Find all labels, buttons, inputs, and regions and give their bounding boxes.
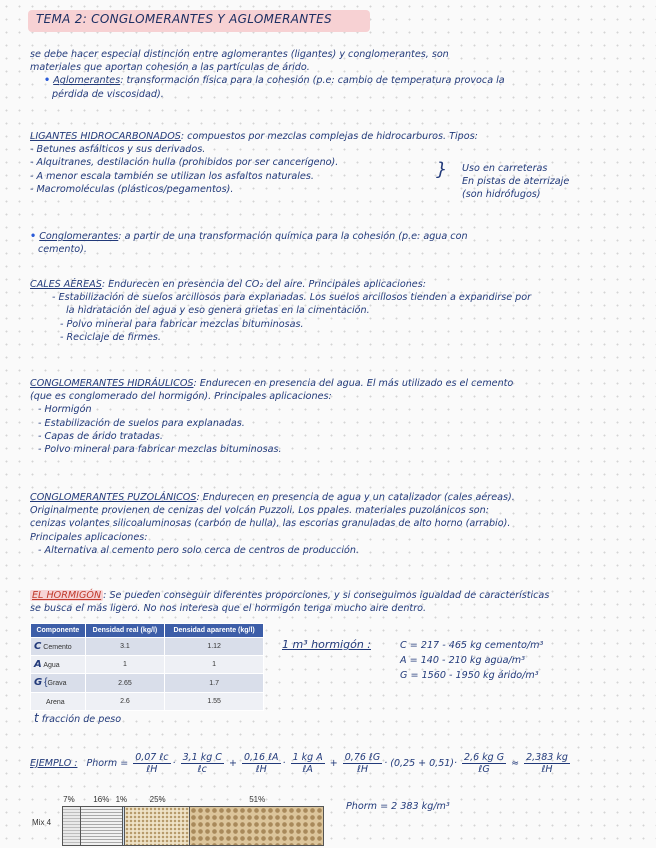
list-item: - Polvo mineral para fabricar mezclas bituminosas. xyxy=(38,444,282,456)
m3-values xyxy=(400,638,543,683)
mix-bar xyxy=(62,806,324,846)
conglomerantes-def xyxy=(30,230,636,256)
hormigon-heading: EL HORMIGÓN xyxy=(32,590,102,601)
ligantes-uses xyxy=(462,162,569,202)
m3-label-text: 1 m³ hormigón : xyxy=(282,638,371,651)
table-cell: 1.12 xyxy=(165,638,264,656)
ligantes-heading-line xyxy=(30,130,636,143)
table-row xyxy=(31,638,264,656)
cales-heading: CALES AÉREAS xyxy=(30,279,102,290)
list-item: - Estabilización de suelos arcillosos para explanadas. Los suelos arcillosos tienden a expandirse por xyxy=(52,292,532,304)
hormigon-heading-line xyxy=(30,589,636,602)
page-title: TEMA 2: CONGLOMERANTES Y AGLOMERANTES xyxy=(36,12,332,26)
numerator: 0,76 ℓG xyxy=(344,752,381,763)
numerator: 2,6 kg G xyxy=(464,752,505,763)
grain-sum: (0,25 + 0,51) xyxy=(390,758,454,769)
hidraulicos-text: : Endurecen en presencia del agua. El más utilizado es el cemento xyxy=(193,378,514,389)
list-item: - Polvo mineral para fabricar mezclas bituminosas. xyxy=(60,318,304,330)
bullet-dot-icon: • xyxy=(44,75,51,87)
hidraulicos-section xyxy=(30,377,636,456)
list-item: - Hormigón xyxy=(38,404,92,416)
table-row xyxy=(31,656,264,674)
ligantes-text: : compuestos por mezclas complejas de hidrocarburos. Tipos: xyxy=(180,131,478,142)
denominator: ℓH xyxy=(146,764,158,775)
table-cell xyxy=(31,692,86,710)
denominator: ℓH xyxy=(255,764,267,775)
brace-icon: } xyxy=(436,159,448,180)
puzolanicos-heading: CONGLOMERANTES PUZOLÁNICOS xyxy=(30,492,197,503)
mix-segment xyxy=(63,807,81,845)
m3-line: G = 1560 - 1950 kg árido/m³ xyxy=(400,670,539,681)
puzolanicos-text: : Endurecen en presencia de agua y un catalizador (cales aéreas). xyxy=(196,492,515,503)
intro-line-2: materiales que aportan cohesión a las partículas de árido. xyxy=(30,62,310,74)
table-footnote xyxy=(34,712,121,726)
table-header: Densidad aparente (kg/l) xyxy=(165,624,264,638)
hormigon-text: : Se pueden conseguir diferentes proporciones, y si conseguimos igualdad de características xyxy=(103,590,550,601)
aglomerantes-line-2: pérdida de viscosidad). xyxy=(52,88,164,100)
list-item: - Capas de árido tratadas. xyxy=(38,430,163,442)
table-cell: 1 xyxy=(165,656,264,674)
numerator: 0,07 ℓc xyxy=(135,752,169,763)
denominator: ℓH xyxy=(356,764,369,775)
cales-text: : Endurecen en presencia del CO₂ del aire. Principales aplicaciones: xyxy=(101,279,426,290)
table-cell xyxy=(31,674,86,692)
numerator: 3,1 kg C xyxy=(182,752,222,763)
fraction xyxy=(462,752,506,775)
ejemplo-equation: EJEMPLO : Phorm = $\frac{\text{0,07 ℓc}}{\text{ℓH}}$ · $\frac{\text{3,1 kg C}}{\text{ℓc}}$ + $\frac{\text{0,16 ℓA}}{\text{ℓH}}$ · $\frac{\text{1 kg A}}{\text{ℓA}}$ + $\frac{\text{0,76 ℓG}}{\text{ℓH}}$ · (0,25 + 0,51)· $\frac{\text{2,6 kg G}}{\text{ℓG}}$ ≈ $\frac{2,383 kg}{\text{ℓH}}$ xyxy=(30,752,568,775)
density-table xyxy=(30,623,264,711)
m3-line: C = 217 - 465 kg cemento/m³ xyxy=(400,640,544,651)
denominator: ℓH xyxy=(541,764,553,775)
list-item: - Betunes asfálticos y sus derivados. xyxy=(30,144,206,156)
ligantes-heading: LIGANTES HIDROCARBONADOS xyxy=(30,131,181,142)
fraction xyxy=(343,752,382,775)
list-item: - Alternativa al cemento pero solo cerca de centros de producción. xyxy=(38,544,360,556)
table-row xyxy=(31,674,264,692)
component-name: Agua xyxy=(43,662,60,670)
numerator: 1 kg A xyxy=(292,752,323,763)
table-header: Densidad real (kg/l) xyxy=(85,624,165,638)
component-name: Grava xyxy=(47,680,67,688)
fraction xyxy=(181,752,224,775)
fraction xyxy=(524,752,570,775)
mix-segment xyxy=(125,807,190,845)
denominator: ℓG xyxy=(478,764,490,775)
table-row xyxy=(31,692,264,710)
conglomerantes-line-2: cemento). xyxy=(38,244,87,256)
footnote-symbol: t xyxy=(34,711,39,725)
intro-line-1: se debe hacer especial distinción entre aglomerantes (ligantes) y conglomerantes, son xyxy=(30,49,449,60)
equation-lhs: Phorm = xyxy=(86,758,129,769)
list-item: la hidratación del agua y eso genera grietas en la cimentación. xyxy=(66,305,370,317)
table-cell: 1 xyxy=(85,656,165,674)
m3-label xyxy=(282,638,371,651)
row-prefix: A xyxy=(34,659,42,671)
numerator: 2,383 kg xyxy=(526,752,568,763)
mix-label: Mix 4 xyxy=(32,818,52,827)
table-cell: 2.6 xyxy=(85,692,165,710)
hormigon-section xyxy=(30,589,636,615)
fraction xyxy=(133,752,170,775)
fraction xyxy=(242,752,281,775)
plus-sign: + xyxy=(329,758,338,769)
mix-percent-label: 1% xyxy=(115,795,128,804)
aglomerantes-term: Aglomerantes xyxy=(53,75,121,87)
use-item: Uso en carreteras xyxy=(462,163,548,174)
table-cell: 1.7 xyxy=(165,674,264,692)
plus-sign: + xyxy=(228,758,237,769)
use-item: (son hidrófugos) xyxy=(462,189,541,201)
list-item: - Reciclaje de firmes. xyxy=(60,331,161,343)
puzolanicos-line: Originalmente provienen de cenizas del volcán Puzzoli. Los ppales. materiales puzolánicos son: xyxy=(30,505,489,517)
puzolanicos-section xyxy=(30,491,636,557)
mix-percent-label: 7% xyxy=(63,795,75,804)
numerator: 0,16 ℓA xyxy=(243,752,279,763)
list-item: - Macromoléculas (plásticos/pegamentos). xyxy=(30,183,234,195)
footnote-text: fracción de peso xyxy=(41,714,122,725)
list-item: - Estabilización de suelos para explanadas. xyxy=(38,417,245,429)
component-name: Arena xyxy=(46,698,65,706)
use-item: En pistas de aterrizaje xyxy=(462,176,570,188)
intro-paragraph xyxy=(30,48,636,101)
list-item: - Alquitranes, destilación hulla (prohibidos por ser cancerígeno). xyxy=(30,157,339,169)
brace-icon: { xyxy=(44,677,48,689)
denominator: ℓA xyxy=(302,764,313,775)
aglomerantes-text: : transformación física para la cohesión (p.e: cambio de temperatura provoca la xyxy=(120,75,505,87)
table-cell: 2.65 xyxy=(85,674,165,692)
table-cell xyxy=(31,638,86,656)
puzolanicos-line: Principales aplicaciones: xyxy=(30,531,148,543)
hidraulicos-line-2: (que es conglomerado del hormigón). Principales aplicaciones: xyxy=(30,391,332,403)
conglomerantes-term: Conglomerantes xyxy=(39,231,119,242)
hormigon-line-2: se busca el más ligero. No nos interesa que el hormigón tenga mucho aire dentro. xyxy=(30,603,427,615)
aglomerantes-def xyxy=(30,74,636,87)
approx-sign: ≈ xyxy=(511,758,520,769)
row-prefix: G xyxy=(34,677,43,689)
conglomerantes-line xyxy=(30,230,636,243)
list-item: - A menor escala también se utilizan los asfaltos naturales. xyxy=(30,170,314,182)
fraction xyxy=(291,752,325,775)
mix-segment xyxy=(190,807,323,845)
mix-percent-label: 25% xyxy=(149,795,166,804)
row-prefix: C xyxy=(34,641,42,652)
table-cell: 3.1 xyxy=(85,638,165,656)
puzolanicos-heading-line xyxy=(30,491,636,504)
bullet-dot-icon: • xyxy=(30,231,37,242)
mix-percent-label: 51% xyxy=(249,795,266,804)
cales-section xyxy=(30,278,636,344)
hidraulicos-heading-line xyxy=(30,377,636,390)
mix-percent-label: 16% xyxy=(93,795,110,804)
mix-segment xyxy=(81,807,123,845)
conglomerantes-text: : a partir de una transformación química para la cohesión (p.e: agua con xyxy=(118,231,468,242)
cales-heading-line xyxy=(30,278,636,291)
table-header: Componente xyxy=(31,624,86,638)
puzolanicos-line: cenizas volantes silicoaluminosas (carbón de hulla), las escorias granuladas de alto horno (arrabio). xyxy=(30,518,511,530)
ejemplo-result: Phorm = 2 383 kg/m³ xyxy=(346,801,450,812)
table-cell: 1.55 xyxy=(165,692,264,710)
m3-line: A = 140 - 210 kg agua/m³ xyxy=(400,655,525,666)
component-name: Cemento xyxy=(43,644,72,651)
table-cell xyxy=(31,656,86,674)
ejemplo-label: EJEMPLO : xyxy=(30,758,78,769)
denominator: ℓc xyxy=(197,764,207,775)
hidraulicos-heading: CONGLOMERANTES HIDRÁULICOS xyxy=(30,378,194,389)
